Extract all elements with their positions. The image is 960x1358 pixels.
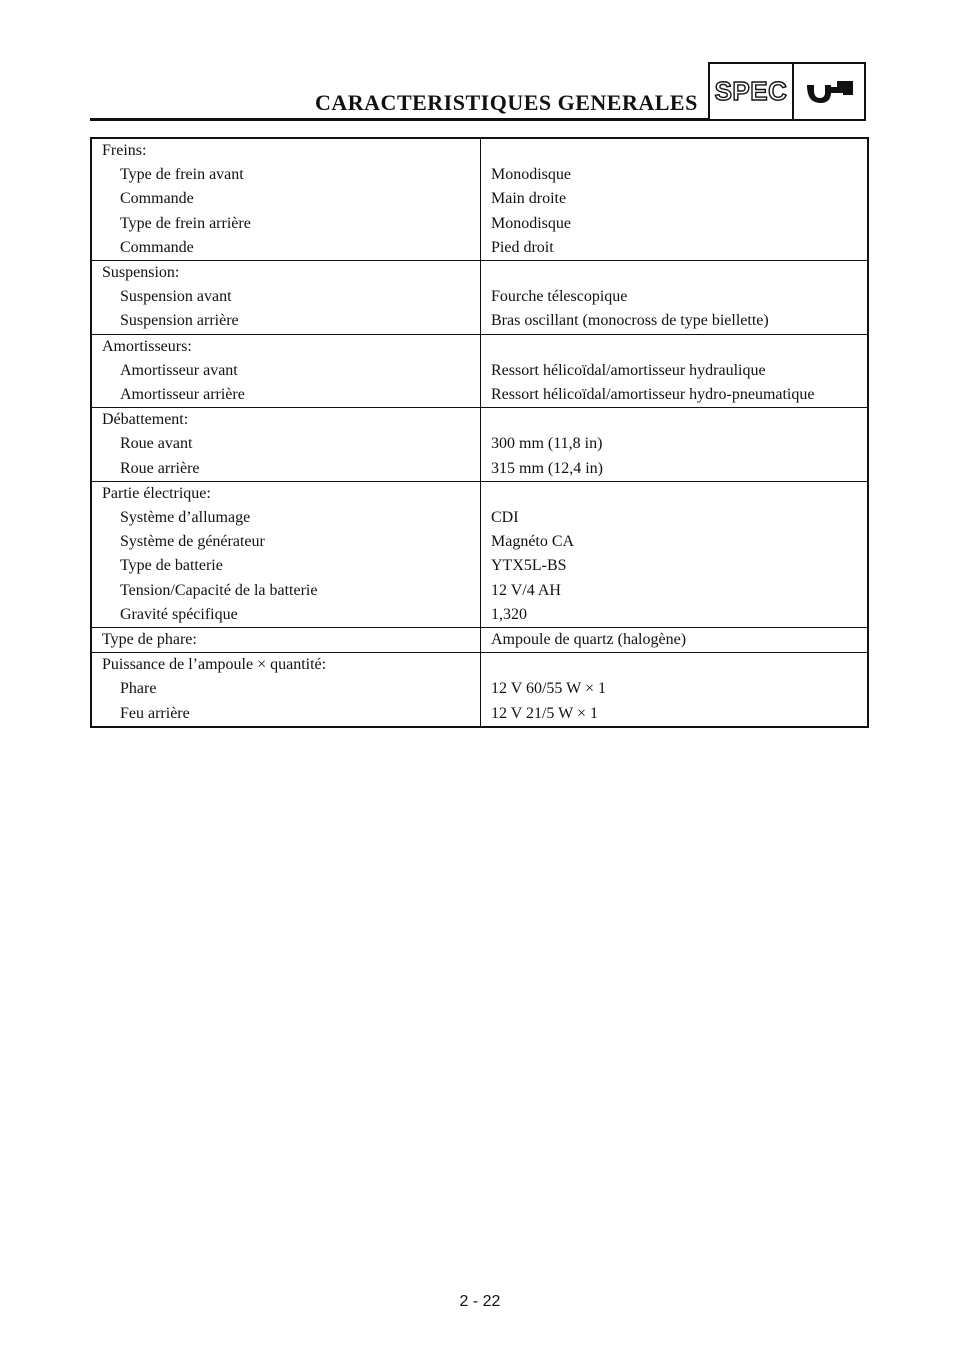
- spec-group-title: Partie électrique:: [102, 484, 211, 502]
- spec-label: Feu arrière: [120, 704, 190, 722]
- spec-value: Ressort hélicoïdal/amortisseur hydro-pneumatique: [491, 386, 815, 404]
- spec-group-title: Freins:: [102, 142, 147, 159]
- spec-value: Pied droit: [491, 238, 554, 256]
- spec-value: Bras oscillant (monocross de type biellette): [491, 312, 769, 330]
- spec-value: CDI: [491, 509, 519, 527]
- spec-label-cell: [91, 481, 481, 627]
- spec-value: Magnéto CA: [491, 533, 575, 551]
- spec-table: [90, 137, 869, 728]
- spec-value-cell: [481, 261, 869, 335]
- spec-group-title: Type de phare:: [102, 631, 197, 649]
- spec-label-cell: [91, 408, 481, 482]
- spec-label-cell: [91, 628, 481, 653]
- spec-value: 300 mm (11,8 in): [491, 435, 603, 453]
- spec-group: [91, 653, 868, 727]
- spec-value: Ressort hélicoïdal/amortisseur hydraulique: [491, 361, 766, 379]
- spec-value: Ampoule de quartz (halogène): [491, 631, 687, 649]
- spacer: [491, 139, 857, 163]
- spec-group: [91, 481, 868, 627]
- header-rule: [90, 118, 708, 121]
- spec-label: Système de générateur: [120, 533, 265, 551]
- spec-label: Type de frein arrière: [120, 214, 251, 232]
- spec-group: [91, 408, 868, 482]
- spec-value: Main droite: [491, 190, 567, 208]
- spacer: [491, 408, 857, 432]
- spec-label: Tension/Capacité de la batterie: [120, 581, 318, 599]
- spec-badge: [708, 62, 866, 121]
- spec-value-cell: [481, 334, 869, 408]
- spec-group: [91, 261, 868, 335]
- spacer: [491, 261, 857, 285]
- spacer: [491, 653, 857, 677]
- spec-value: 12 V 60/55 W × 1: [491, 680, 606, 698]
- spec-label: Suspension arrière: [120, 312, 239, 330]
- spec-label: Type de batterie: [120, 557, 223, 575]
- spec-value: YTX5L-BS: [491, 557, 567, 575]
- spec-label-cell: [91, 261, 481, 335]
- spec-label: Amortisseur avant: [120, 361, 238, 379]
- spec-value: 12 V 21/5 W × 1: [491, 704, 598, 722]
- spec-label: Gravité spécifique: [120, 605, 238, 623]
- spec-group: [91, 138, 868, 261]
- spec-group-title: Débattement:: [102, 411, 189, 429]
- spacer: [491, 482, 857, 506]
- spec-label: Roue arrière: [120, 459, 200, 477]
- spec-label-cell: [91, 334, 481, 408]
- spec-label-cell: [91, 138, 481, 261]
- spec-value-cell: [481, 628, 869, 653]
- spec-group-title: Puissance de l’ampoule × quantité:: [102, 656, 327, 674]
- spec-value-cell: [481, 408, 869, 482]
- spec-group-title: Suspension:: [102, 264, 180, 282]
- spec-label: Commande: [120, 238, 194, 256]
- spec-group: [91, 334, 868, 408]
- wrench-icon: [794, 64, 864, 119]
- spacer: [491, 335, 857, 359]
- spec-value: Monodisque: [491, 214, 571, 232]
- spec-value-cell: [481, 653, 869, 727]
- spec-group-title: Amortisseurs:: [102, 337, 192, 355]
- spec-value-cell: [481, 481, 869, 627]
- spec-label: Amortisseur arrière: [120, 386, 245, 404]
- spec-label: Roue avant: [120, 435, 193, 453]
- page-title: CARACTERISTIQUES GENERALES: [315, 90, 698, 115]
- spec-value-cell: [481, 138, 869, 261]
- spec-value: 315 mm (12,4 in): [491, 459, 603, 477]
- spec-value: Monodisque: [491, 166, 571, 184]
- page-header: [90, 62, 868, 124]
- spec-label: Type de frein avant: [120, 166, 244, 184]
- spec-label: Système d’allumage: [120, 509, 251, 527]
- spec-value: Fourche télescopique: [491, 288, 628, 306]
- spec-badge-label: SPEC: [710, 64, 794, 119]
- spec-value: 1,320: [491, 605, 527, 623]
- spec-label: Suspension avant: [120, 288, 232, 306]
- spec-label-cell: [91, 653, 481, 727]
- spec-value: 12 V/4 AH: [491, 581, 561, 599]
- spec-label: Commande: [120, 190, 194, 208]
- page-number: 2 - 22: [459, 1293, 501, 1310]
- spec-group: [91, 628, 868, 653]
- spec-label: Phare: [120, 680, 157, 698]
